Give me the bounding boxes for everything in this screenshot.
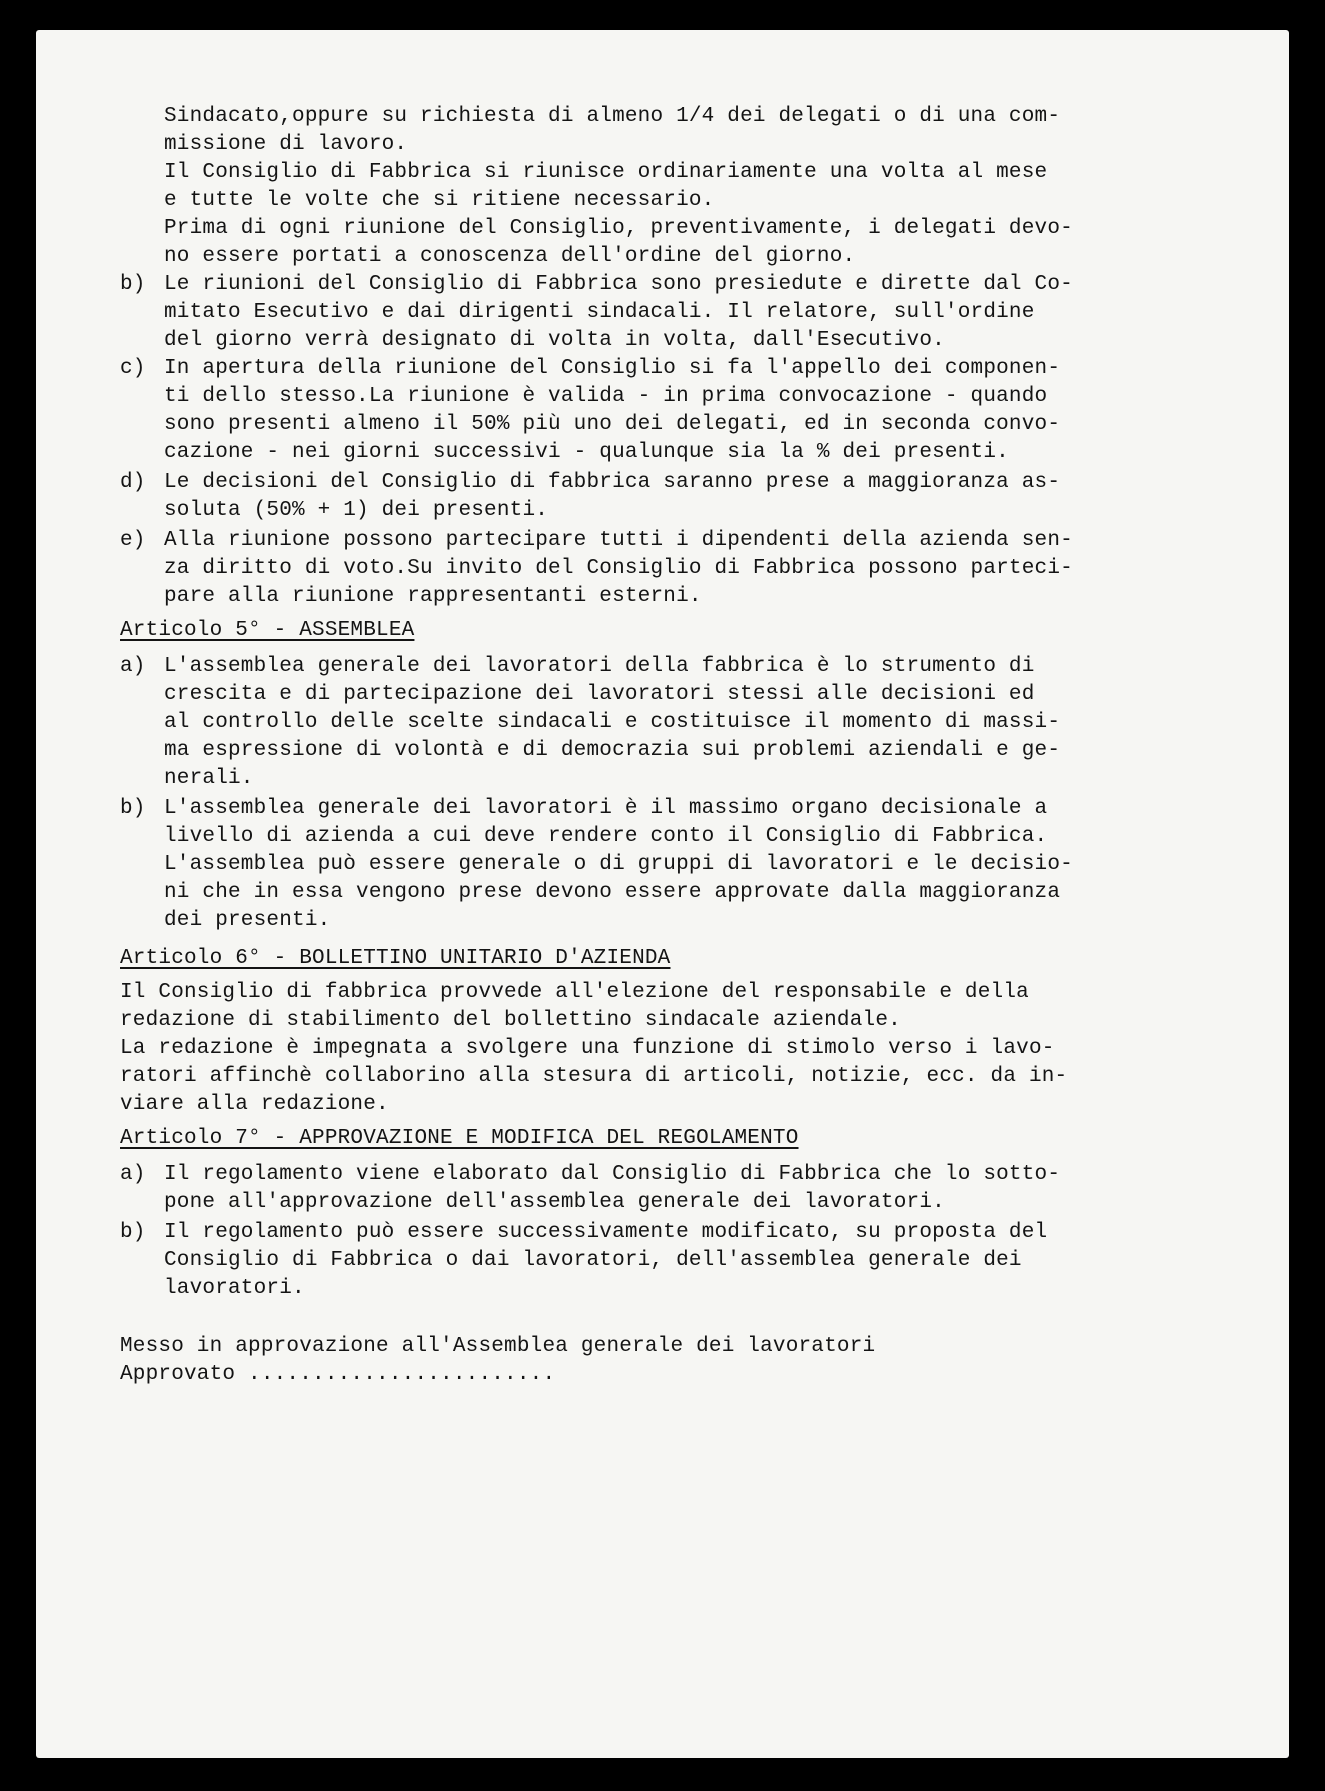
item-marker-b: b) xyxy=(120,1221,146,1244)
text-line: Le decisioni del Consiglio di fabbrica saranno prese a maggioranza as- xyxy=(164,471,1061,494)
item-marker-d: d) xyxy=(120,471,146,494)
heading-articolo-6: Articolo 6° - BOLLETTINO UNITARIO D'AZIENDA xyxy=(120,947,671,970)
text-line: Prima di ogni riunione del Consiglio, preventivamente, i delegati devo- xyxy=(164,217,1073,240)
text-line: L'assemblea generale dei lavoratori è il massimo organo decisionale a xyxy=(164,797,1048,820)
item-marker-e: e) xyxy=(120,529,146,552)
text-line: no essere portati a conoscenza dell'ordine del giorno. xyxy=(164,245,856,268)
text-line: La redazione è impegnata a svolgere una funzione di stimolo verso i lavo- xyxy=(120,1037,1055,1060)
approved-signature-line: Approvato ........................ xyxy=(120,1363,556,1386)
text-line: sono presenti almeno il 50% più uno dei delegati, ed in seconda convo- xyxy=(164,413,1061,436)
text-line: Alla riunione possono partecipare tutti i dipendenti della azienda sen- xyxy=(164,529,1073,552)
text-line: crescita e di partecipazione dei lavoratori stessi alle decisioni ed xyxy=(164,683,1035,706)
text-line: viare alla redazione. xyxy=(120,1093,389,1116)
text-line: mitato Esecutivo e dai dirigenti sindacali. Il relatore, sull'ordine xyxy=(164,301,1035,324)
text-line: Il Consiglio di Fabbrica si riunisce ordinariamente una volta al mese xyxy=(164,161,1048,184)
item-marker-b: b) xyxy=(120,273,146,296)
text-line: al controllo delle scelte sindacali e costituisce il momento di massi- xyxy=(164,711,1061,734)
text-line: del giorno verrà designato di volta in volta, dall'Esecutivo. xyxy=(164,329,945,352)
text-line: dei presenti. xyxy=(164,909,331,932)
approval-line: Messo in approvazione all'Assemblea generale dei lavoratori xyxy=(120,1335,876,1358)
text-line: Le riunioni del Consiglio di Fabbrica sono presiedute e dirette dal Co- xyxy=(164,273,1073,296)
text-line: missione di lavoro. xyxy=(164,133,408,156)
text-line: livello di azienda a cui deve rendere conto il Consiglio di Fabbrica. xyxy=(164,825,1048,848)
text-line: L'assemblea può essere generale o di gruppi di lavoratori e le decisio- xyxy=(164,853,1073,876)
item-marker-a: a) xyxy=(120,655,146,678)
document-page xyxy=(36,30,1289,1758)
text-line: ti dello stesso.La riunione è valida - in prima convocazione - quando xyxy=(164,385,1048,408)
text-line: nerali. xyxy=(164,767,254,790)
item-marker-b: b) xyxy=(120,797,146,820)
text-line: cazione - nei giorni successivi - qualunque sia la % dei presenti. xyxy=(164,441,1009,464)
text-line: Il regolamento viene elaborato dal Consiglio di Fabbrica che lo sotto- xyxy=(164,1163,1061,1186)
text-line: Sindacato,oppure su richiesta di almeno 1/4 dei delegati o di una com- xyxy=(164,105,1061,128)
text-line: L'assemblea generale dei lavoratori della fabbrica è lo strumento di xyxy=(164,655,1035,678)
text-line: pone all'approvazione dell'assemblea generale dei lavoratori. xyxy=(164,1191,945,1214)
text-line: Il Consiglio di fabbrica provvede all'elezione del responsabile e della xyxy=(120,981,1029,1004)
heading-articolo-5: Articolo 5° - ASSEMBLEA xyxy=(120,619,415,642)
text-line: lavoratori. xyxy=(164,1277,305,1300)
text-line: ratori affinchè collaborino alla stesura di articoli, notizie, ecc. da in- xyxy=(120,1065,1068,1088)
heading-articolo-7: Articolo 7° - APPROVAZIONE E MODIFICA DEL REGOLAMENTO xyxy=(120,1127,799,1150)
text-line: In apertura della riunione del Consiglio si fa l'appello dei componen- xyxy=(164,357,1061,380)
item-marker-a: a) xyxy=(120,1163,146,1186)
text-line: soluta (50% + 1) dei presenti. xyxy=(164,499,549,522)
text-line: ma espressione di volontà e di democrazia sui problemi aziendali e ge- xyxy=(164,739,1061,762)
text-line: pare alla riunione rappresentanti esterni. xyxy=(164,585,702,608)
text-line: Il regolamento può essere successivamente modificato, su proposta del xyxy=(164,1221,1048,1244)
item-marker-c: c) xyxy=(120,357,146,380)
text-line: e tutte le volte che si ritiene necessario. xyxy=(164,189,715,212)
text-line: redazione di stabilimento del bollettino sindacale aziendale. xyxy=(120,1009,901,1032)
text-line: Consiglio di Fabbrica o dai lavoratori, dell'assemblea generale dei xyxy=(164,1249,1022,1272)
text-line: za diritto di voto.Su invito del Consiglio di Fabbrica possono parteci- xyxy=(164,557,1073,580)
text-line: ni che in essa vengono prese devono essere approvate dalla maggioranza xyxy=(164,881,1061,904)
